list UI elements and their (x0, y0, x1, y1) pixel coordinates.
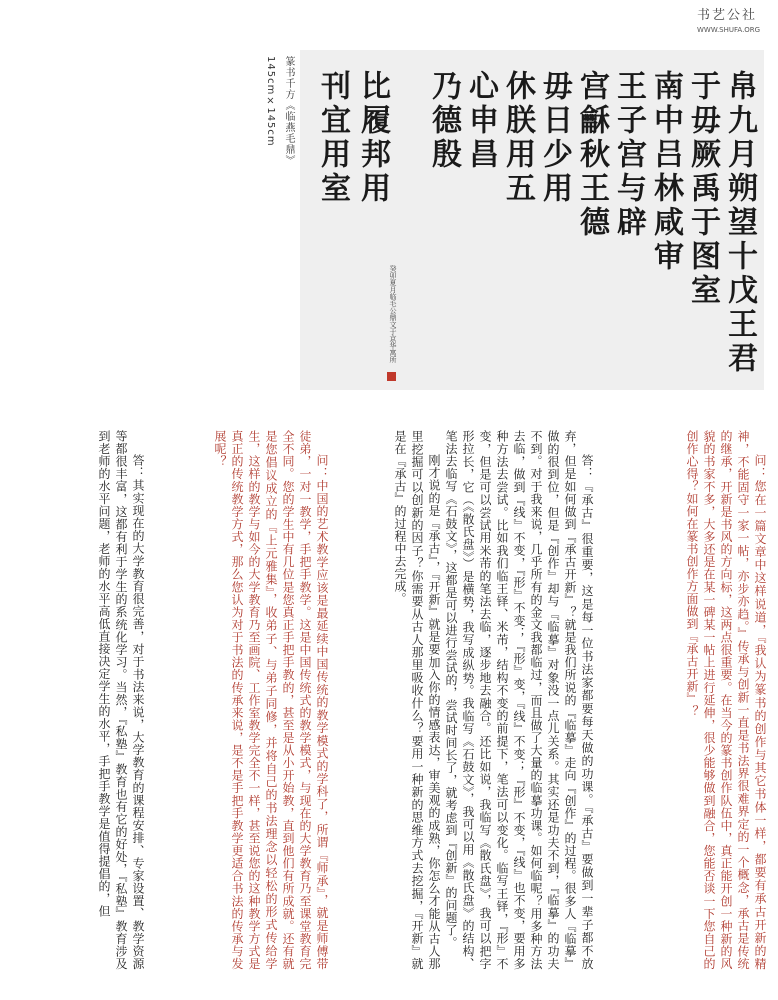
calligraphy-column: 刊宜用室 (315, 70, 350, 206)
answer-1-paragraph: 刚才说的是『承古』，『开新』就是要加入你的情感表达，审美观的成熟，你怎么才能从古人那里挖掘可以创新的因子？你需要从古人那里吸收什么？要用一种新的思维方式去挖掘，『开新』就是在『承古』的过程中去完成。 (393, 430, 441, 970)
answer-1 (335, 430, 595, 970)
artwork-caption (262, 56, 296, 276)
question-2 (150, 430, 330, 970)
calligraphy-column: 帛九月朔望十戊王君 (722, 70, 757, 376)
site-logo-name: 书艺公社 (697, 8, 758, 23)
answer-2 (8, 430, 146, 970)
artwork-inscription: 癸卯夏月临毛公鼎文于京华寓所 (389, 265, 397, 363)
calligraphy-column: 休朕用五 (500, 70, 535, 206)
calligraphy-column: 比履邦用 (355, 70, 390, 206)
question-2-text: 问：中国的艺术教学应该是最延续中国传统的教学模式的学科了，所谓『师承』，就是师傅带徒弟，一对一教学，手把手教学。这是中国传统式的教学模式，与现在的大学教育乃至课堂教育完全不同。您的学生中有几位是您真正手把手教的，甚至是从小开始教，直到他们有所成就。还有就是您倡议成立的『上元雅集』，收弟子、与弟子同修，并将自己的书法理念以轻松的形式传给学生，这样的教学与如今的大学教育乃至画院、工作室教学完全不一样，甚至说您的这种教学方式是真正的传统教学方式，那么您认为对于书法的传承来说，是不是手把手教学更适合书法的传承与发展呢？ (213, 430, 329, 970)
artwork-size: 145cm×145cm (265, 56, 276, 147)
site-logo[interactable] (693, 4, 773, 42)
answer-2-paragraph: 答：其实现在的大学教育很完善，对于书法来说，大学教育的课程安排、专家设置、教学资源等都很丰富，这都有利于学生的系统化学习。当然，『私塾』教育也有它的好处，『私塾』教育涉及到老师的水平问题，老师的水平高低直接决定学生的水平，手把手教学是值得提倡的，但 (97, 430, 145, 970)
question-1 (598, 430, 768, 970)
site-logo-url: WWW.SHUFA.ORG (697, 26, 761, 34)
calligraphy-column: 南中吕林咸审 (648, 70, 683, 274)
question-1-text: 问：您在一篇文章中这样说道，『我认为篆书的创作与其它书体一样，都要有承古开新的精神，不能固守一家一帖，亦步亦趋。』传承与创新一直是书法界很难界定的一个概念，承古是传统的继承，开新是书风的方向标，这两点很重要。在当今的篆书创作队伍中，真正能开创一种新的风貌的书家不多，大多还是在某一碑某一帖上进行延伸，很少能够做到融合，您能否谈一下您自己的创作心得？如何在篆书创作方面做到『承古开新』？ (685, 430, 767, 970)
calligraphy-column: 宫龢秋王德 (574, 70, 609, 240)
artwork-title: 篆书千方《临燕毛鼎》 (283, 56, 294, 166)
calligraphy-column: 于毋厥禹于图室 (685, 70, 720, 308)
calligraphy-column: 王子宫与辟 (611, 70, 646, 240)
calligraphy-columns (300, 50, 764, 390)
calligraphy-column: 乃德殷 (426, 70, 461, 172)
answer-1-paragraph: 答：『承古』很重要，这是每一位书法家都要每天做的功课。『承古』要做到一辈子都不放弃，但是如何做到『承古开新』？就是我们所说的『临摹』走向『创作』的过程。很多人『临摹』做的很到位，但是『创作』却与『临摹』对象没一点儿关系。其实还是功夫不到，『临摹』的功夫不到。对于我来说，几乎所有的金文我都临过，而且做了大量的临摹功课。如何临呢？用多种方法去临，做到『线』不变，『形』不变；『形』变，『线』不变；『形』不变，『线』也不变，要用多种方法去尝试。比如我们临王铎、米芾，结构不变的前提下，笔法可以变化。临写王铎，『形』不变，但是可以尝试用米芾的笔法去临，逐步地去融合。还比如说，我临写《散氏盘》，我可以把字形拉长，它（《散氏盘》）是横势，我写成纵势。我临写《石鼓文》，我可以用《散氏盘》的结构、笔法去临写《石鼓文》，这都是可以进行尝试的，尝试时间长了，就考虑到『创新』的问题了。 (444, 430, 594, 970)
seal-stamp (387, 372, 396, 381)
calligraphy-artwork (300, 50, 764, 390)
calligraphy-column: 毋日少用 (537, 70, 572, 206)
calligraphy-column: 心申昌 (463, 70, 498, 172)
